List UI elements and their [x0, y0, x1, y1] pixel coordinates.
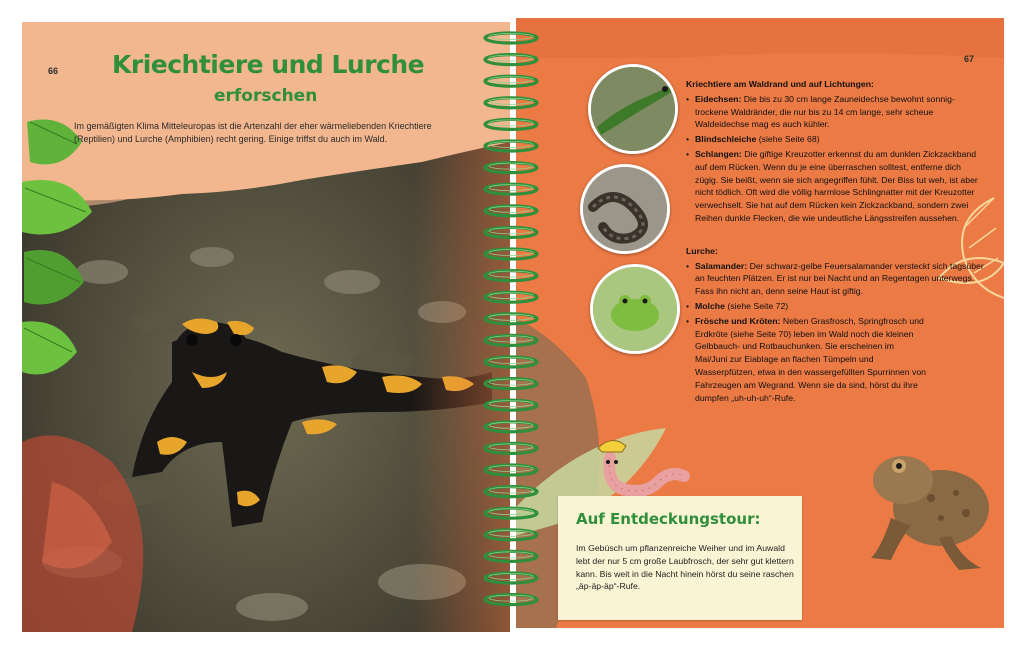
- worm-mascot-icon: [596, 436, 692, 500]
- section-heading-reptiles: Kriechtiere am Waldrand und auf Lichtungen:: [686, 79, 874, 89]
- leaf-icon: [22, 102, 102, 402]
- spiral-binding-icon: [478, 28, 544, 628]
- tree-frog-icon: [593, 267, 677, 351]
- left-page: [22, 22, 510, 632]
- reptile-amphibian-text: [686, 78, 986, 406]
- list-item-eidechsen: • Eidechsen: Die bis zu 30 cm lange Zauneidechse bewohnt sonnig-trockene Waldränder, die nur bis zu 14 cm lange, sehr scheue Waldeidechse mag es auch kühler.: [686, 93, 955, 130]
- list-item-salamander: • Salamander: Der schwarz-gelbe Feuersalamander versteckt sich tagsüber an feuchten Plätzen. Er ist nur bei Nacht und an Regentagen unterwegs. Fass ihn nicht an, denn seine Haut ist giftig.: [686, 260, 984, 297]
- section-heading-amphibians: Lurche:: [686, 245, 718, 256]
- list-item-blindschleiche: • Blindschleiche (siehe Seite 68): [686, 134, 820, 145]
- list-item-schlangen: • Schlangen: Die giftige Kreuzotter erkennst du am dunklen Zickzackband auf dem Rücken. Wenn du je eine überraschen solltest, entferne dich zügig. Sie beißt, wenn sie sich angegriffen fühlt. Der Biss tut weh, ist aber nicht tödlich. Oft wird die völlig harmlose Schlingnatter mit der Kreuzotter verwechselt. Sie hat auf dem Rücken kein Zickzackband, sondern zwei Reihen dunkle Flecken, die wie undeutliche Längsstreifen aussehen.: [686, 148, 978, 223]
- discovery-tour-box: [558, 496, 802, 620]
- page-number-right: 67: [964, 54, 975, 64]
- frog-photo: [590, 264, 680, 354]
- list-item-froesche: • Frösche und Kröten: Neben Grasfrosch, Springfrosch und Erdkröte (siehe Seite 70) leben im Wald noch die kleinen Gelbbauch- und Rotbauchunken. Sie erscheinen im Mai/Juni zur Eiablage an flachen Tümpeln und Wasserpfützen, etwa in den wassergefüllten Spurrinnen von Fahrzeugen am Wegrand. Wenn sie da sind, hörst du ihre dumpfen „uh-uh-uh“-Rufe.: [686, 315, 926, 403]
- lizard-photo: [588, 64, 678, 154]
- page-number-left: 66: [48, 66, 59, 76]
- discovery-tour-title: Auf Entdeckungstour:: [576, 510, 761, 528]
- adder-photo: [580, 164, 670, 254]
- discovery-tour-text: Im Gebüsch um pflanzenreiche Weiher und im Auwald lebt der nur 5 cm große Laubfrosch, der sehr gut klettern kann. Bis weit in die Nacht hinein hörst du seine raschen „äp-äp-äp“-Rufe.: [576, 543, 794, 592]
- page-subtitle: erforschen: [214, 86, 318, 106]
- snake-icon: [583, 167, 667, 251]
- list-item-molche: • Molche (siehe Seite 72): [686, 300, 789, 311]
- toad-illustration: [861, 418, 1001, 578]
- page-title: Kriechtiere und Lurche: [112, 50, 425, 79]
- intro-paragraph: Im gemäßigten Klima Mitteleuropas ist die Artenzahl der eher wärmeliebenden Kriechtiere (Reptilien) und Lurche (Amphibien) recht gering. Einige triffst du auch im Wald.: [74, 121, 432, 144]
- lizard-icon: [591, 67, 675, 151]
